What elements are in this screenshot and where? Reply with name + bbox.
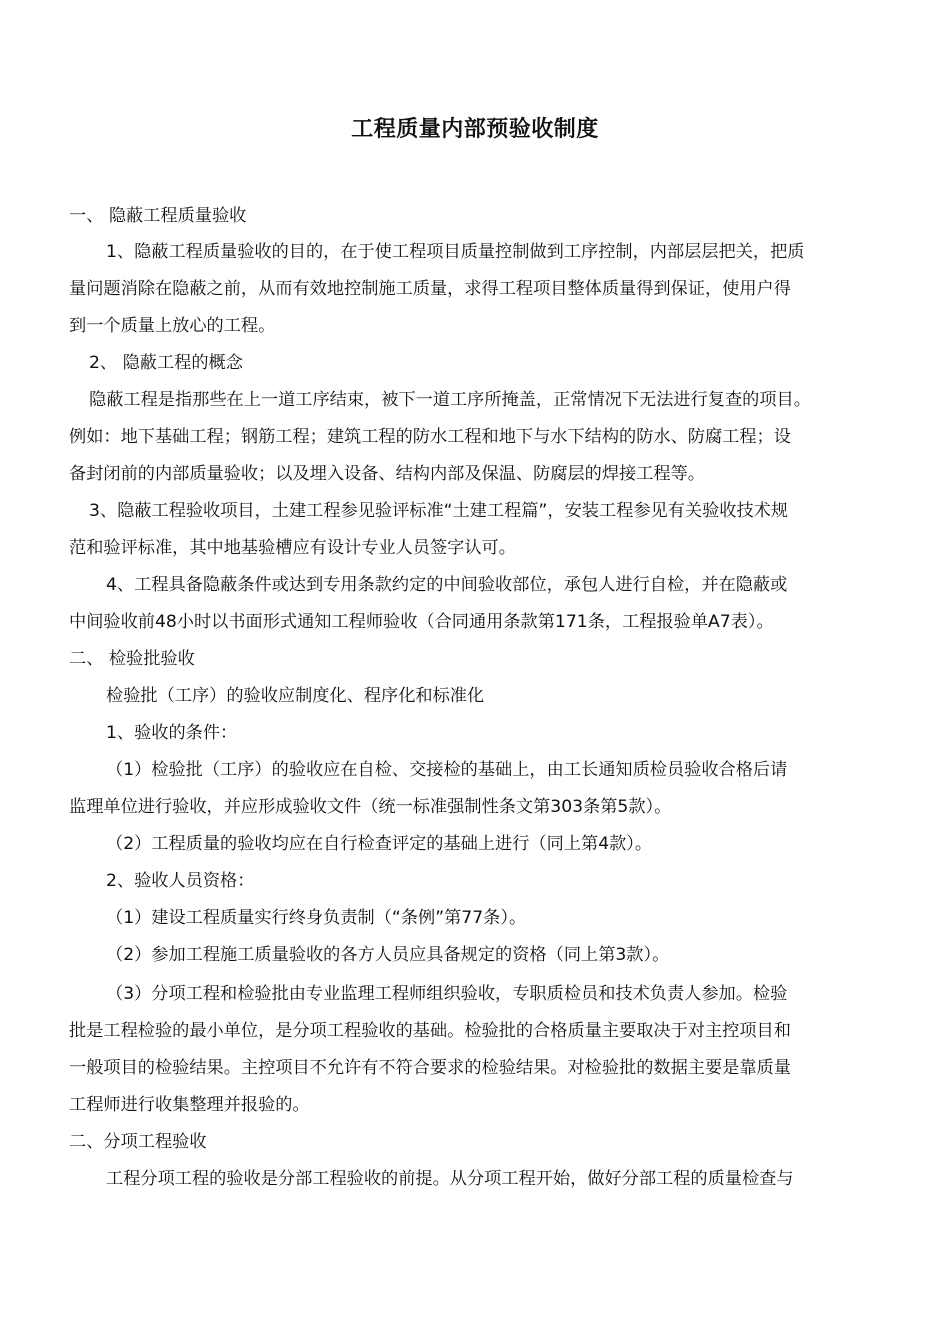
paragraph-line: 4、工程具备隐蔽条件或达到专用条款约定的中间验收部位，承包人进行自检，并在隐蔽或: [106, 575, 788, 595]
subsection-heading: 2、 隐蔽工程的概念: [89, 353, 243, 373]
section-heading-2: 二、 检验批验收: [69, 649, 195, 669]
paragraph-line: （1）检验批（工序）的验收应在自检、交接检的基础上，由工长通知质检员验收合格后请: [106, 760, 788, 780]
paragraph-line: 例如：地下基础工程；钢筋工程；建筑工程的防水工程和地下与水下结构的防水、防腐工程；设: [69, 427, 791, 447]
paragraph-line: （1）建设工程质量实行终身负责制（“条例”第77条）。: [106, 908, 527, 928]
paragraph-line: 工程师进行收集整理并报验的。: [69, 1095, 310, 1115]
paragraph-line: （2）参加工程施工质量验收的各方人员应具备规定的资格（同上第3款）。: [106, 945, 670, 965]
paragraph-line: 中间验收前48小时以书面形式通知工程师验收（合同通用条款第171条，工程报验单A7表）。: [69, 612, 774, 632]
paragraph-line: 检验批（工序）的验收应制度化、程序化和标准化: [106, 686, 485, 706]
paragraph-line: 批是工程检验的最小单位，是分项工程验收的基础。检验批的合格质量主要取决于对主控项目和: [69, 1021, 791, 1041]
paragraph-line: 范和验评标准，其中地基验槽应有设计专业人员签字认可。: [69, 538, 516, 558]
paragraph-line: 2、验收人员资格：: [106, 871, 255, 891]
paragraph-line: （2）工程质量的验收均应在自行检查评定的基础上进行（同上第4款）。: [106, 834, 653, 854]
paragraph-line: 1、隐蔽工程质量验收的目的，在于使工程项目质量控制做到工序控制，内部层层把关，把质: [106, 242, 805, 262]
paragraph-line: （3）分项工程和检验批由专业监理工程师组织验收，专职质检员和技术负责人参加。检验: [106, 984, 788, 1004]
paragraph-line: 到一个质量上放心的工程。: [69, 316, 276, 336]
paragraph-line: 1、验收的条件：: [106, 723, 238, 743]
paragraph-line: 一般项目的检验结果。主控项目不允许有不符合要求的检验结果。对检验批的数据主要是靠质量: [69, 1058, 791, 1078]
paragraph-line: 备封闭前的内部质量验收；以及埋入设备、结构内部及保温、防腐层的焊接工程等。: [69, 464, 705, 484]
document-title: 工程质量内部预验收制度: [351, 116, 599, 142]
section-heading-3: 二、分项工程验收: [69, 1132, 207, 1152]
paragraph-line: 3、隐蔽工程验收项目，土建工程参见验评标准“土建工程篇”，安装工程参见有关验收技术规: [89, 501, 789, 521]
section-heading-1: 一、 隐蔽工程质量验收: [69, 206, 247, 226]
paragraph-line: 量问题消除在隐蔽之前，从而有效地控制施工质量，求得工程项目整体质量得到保证，使用户得: [69, 279, 791, 299]
paragraph-line: 监理单位进行验收，并应形成验收文件（统一标准强制性条文第303条第5款）。: [69, 797, 672, 817]
paragraph-line: 工程分项工程的验收是分部工程验收的前提。从分项工程开始，做好分部工程的质量检查与: [106, 1169, 794, 1189]
paragraph-line: 隐蔽工程是指那些在上一道工序结束，被下一道工序所掩盖，正常情况下无法进行复查的项目。: [89, 390, 811, 410]
